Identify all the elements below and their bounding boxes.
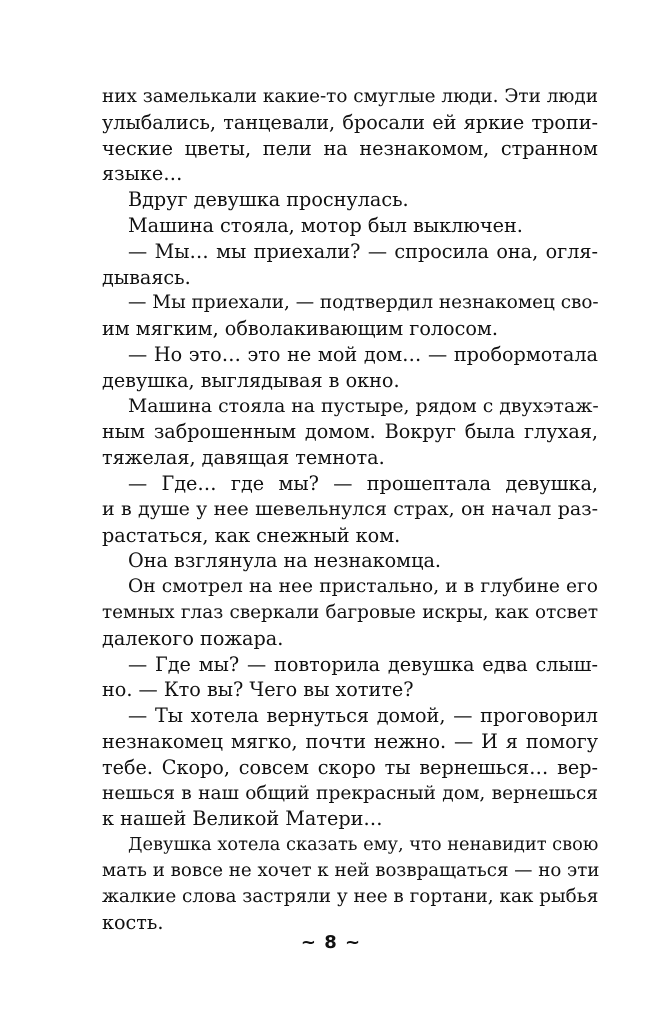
text-line: Он смотрел на нее пристально, и в глубине его <box>128 576 598 598</box>
text-line: — Мы… мы приехали? — спросила она, огля- <box>128 239 598 263</box>
text-line: дываясь. <box>102 265 191 289</box>
text-line: Девушка хотела сказать ему, что ненавидит свою <box>128 834 599 856</box>
text-line: тяжелая, давящая темнота. <box>102 446 385 470</box>
text-line: тебе. Скоро, совсем скоро ты вернешься… вер- <box>102 755 598 779</box>
text-line: — Где… где мы? — прошептала девушка, <box>128 471 598 495</box>
text-line: жалкие слова застряли у нее в гортани, как рыбья <box>102 885 599 907</box>
page-number: ~ 8 ~ <box>300 932 362 953</box>
text-line: им мягким, обволакивающим голосом. <box>102 317 498 341</box>
text-line: далекого пожара. <box>102 626 284 650</box>
text-line: Вдруг девушка проснулась. <box>128 188 409 212</box>
text-line: — Ты хотела вернуться домой, — проговорил <box>128 704 598 728</box>
text-line: — Где мы? — повторила девушка едва слыш- <box>128 652 598 676</box>
text-line: но. — Кто вы? Чего вы хотите? <box>102 678 414 702</box>
text-line: растаться, как снежный ком. <box>102 523 401 547</box>
text-line: — Мы приехали, — подтвердил незнакомец сво- <box>128 292 599 314</box>
text-line: них замелькали какие-то смуглые люди. Эти люди <box>102 86 598 107</box>
text-line: нешься в наш общий прекрасный дом, вернешься <box>102 782 598 804</box>
body-text <box>102 84 598 935</box>
text-line: незнакомец мягко, почти нежно. — И я помогу <box>102 729 598 753</box>
text-line: девушка, выглядывая в окно. <box>102 368 400 392</box>
text-line: улыбались, танцевали, бросали ей яркие тропи- <box>102 110 598 134</box>
text-line: — Но это… это не мой дом… — пробормотала <box>128 342 598 366</box>
text-line: темных глаз сверкали багровые искры, как отсвет <box>102 601 598 623</box>
text-line: ческие цветы, пели на незнакомом, странном <box>102 136 598 160</box>
text-line: Машина стояла на пустыре, рядом с двухэтаж- <box>128 395 599 417</box>
text-line: кость. <box>102 910 164 934</box>
text-line: к нашей Великой Матери… <box>102 807 383 831</box>
text-line: мать и вовсе не хочет к ней возвращаться — но эти <box>102 859 600 881</box>
text-line: Она взглянула на незнакомца. <box>128 549 441 573</box>
text-line: и в душе у нее шевельнулся страх, он начал раз- <box>102 497 598 520</box>
text-line: Машина стояла, мотор был выключен. <box>128 213 523 237</box>
text-line: языке… <box>102 162 183 186</box>
text-line: ным заброшенным домом. Вокруг была глухая, <box>102 420 598 444</box>
